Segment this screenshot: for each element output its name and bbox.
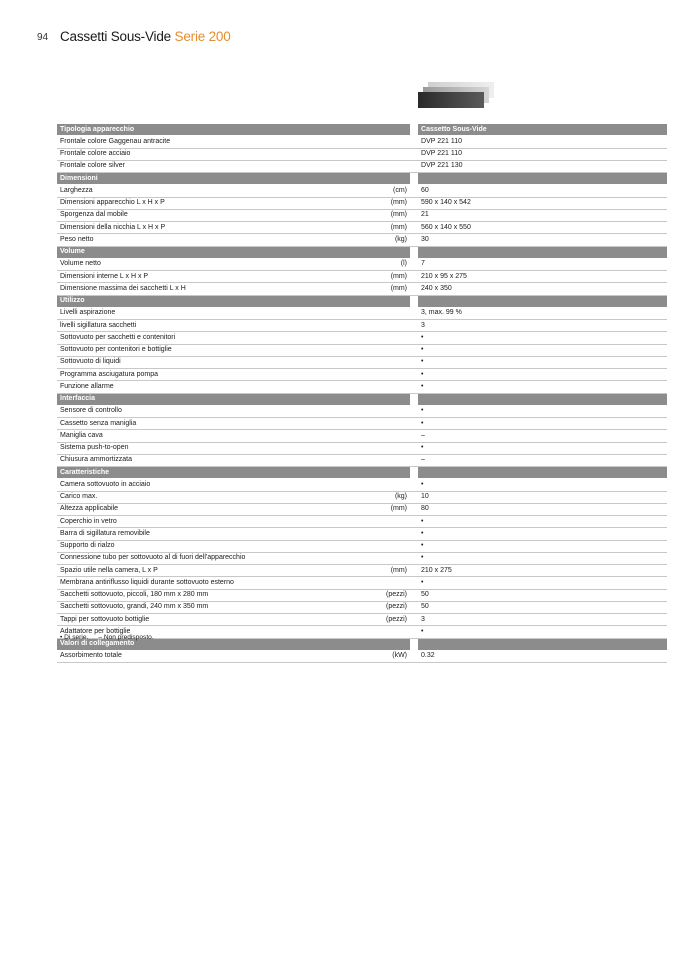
- row-unit: (mm): [377, 565, 410, 577]
- row-unit: [377, 148, 410, 160]
- row-unit: (pezzi): [377, 589, 410, 601]
- row-value: •: [418, 626, 667, 638]
- section-title: Interfaccia: [57, 393, 410, 405]
- row-unit: [377, 356, 410, 368]
- row-label: Peso netto: [57, 234, 377, 246]
- header-label: Tipologia apparecchio: [57, 124, 410, 136]
- section-header: [57, 467, 667, 479]
- table-row: [57, 540, 667, 552]
- table-row: [57, 430, 667, 442]
- row-label: Barra di sigillatura removibile: [57, 528, 377, 540]
- row-label: Programma asciugatura pompa: [57, 369, 377, 381]
- row-label: Maniglia cava: [57, 430, 377, 442]
- table-row: [57, 479, 667, 491]
- row-label: Sistema push-to-open: [57, 442, 377, 454]
- table-row: [57, 148, 667, 160]
- row-unit: [377, 320, 410, 332]
- row-value: 50: [418, 601, 667, 613]
- row-label: Tappi per sottovuoto bottiglie: [57, 614, 377, 626]
- row-unit: (mm): [377, 271, 410, 283]
- table-row: [57, 491, 667, 503]
- table-row: [57, 601, 667, 613]
- row-unit: [377, 430, 410, 442]
- row-unit: [377, 418, 410, 430]
- table-row: [57, 234, 667, 246]
- row-value: 210 x 95 x 275: [418, 271, 667, 283]
- row-label: Frontale colore Gaggenau antracite: [57, 136, 377, 148]
- row-value: •: [418, 356, 667, 368]
- row-value: •: [418, 540, 667, 552]
- row-label: Volume netto: [57, 258, 377, 270]
- row-value: 50: [418, 589, 667, 601]
- table-row: [57, 332, 667, 344]
- section-title: Valori di collegamento: [57, 638, 410, 650]
- row-value: •: [418, 418, 667, 430]
- row-label: Dimensioni interne L x H x P: [57, 271, 377, 283]
- row-value: 0.32: [418, 650, 667, 662]
- table-row: [57, 454, 667, 466]
- row-value: 590 x 140 x 542: [418, 197, 667, 209]
- row-unit: [377, 381, 410, 393]
- row-label: Connessione tubo per sottovuoto al di fuori dell'apparecchio: [57, 552, 377, 564]
- section-header: [57, 295, 667, 307]
- row-label: Altezza applicabile: [57, 503, 377, 515]
- row-label: Frontale colore acciaio: [57, 148, 377, 160]
- table-header-row: [57, 124, 667, 136]
- table-row: [57, 307, 667, 319]
- table-row: [57, 369, 667, 381]
- row-unit: [377, 307, 410, 319]
- table-row: [57, 356, 667, 368]
- title-accent: Serie 200: [174, 29, 231, 44]
- row-label: Cassetto senza maniglia: [57, 418, 377, 430]
- row-unit: [377, 369, 410, 381]
- table-row: [57, 614, 667, 626]
- row-label: Larghezza: [57, 185, 377, 197]
- row-unit: (mm): [377, 222, 410, 234]
- section-title: Utilizzo: [57, 295, 410, 307]
- section-title: Dimensioni: [57, 173, 410, 185]
- table-row: [57, 283, 667, 295]
- row-unit: [377, 160, 410, 172]
- row-label: Coperchio in vetro: [57, 516, 377, 528]
- table-row: [57, 442, 667, 454]
- table-row: [57, 222, 667, 234]
- table-row: [57, 589, 667, 601]
- table-row: [57, 209, 667, 221]
- row-unit: [377, 405, 410, 417]
- row-value: •: [418, 381, 667, 393]
- row-value: 3: [418, 614, 667, 626]
- table-row: [57, 650, 667, 662]
- row-label: Chiusura ammortizzata: [57, 454, 377, 466]
- row-unit: [377, 479, 410, 491]
- row-label: Sensore di controllo: [57, 405, 377, 417]
- row-value: 3: [418, 320, 667, 332]
- table-row: [57, 197, 667, 209]
- row-label: Sottovuoto di liquidi: [57, 356, 377, 368]
- row-value: •: [418, 577, 667, 589]
- page-title: [60, 29, 231, 44]
- row-label: Assorbimento totale: [57, 650, 377, 662]
- product-image: [418, 82, 494, 108]
- table-row: [57, 136, 667, 148]
- row-unit: (kW): [377, 650, 410, 662]
- table-row: [57, 320, 667, 332]
- row-unit: [377, 442, 410, 454]
- row-label: Sporgenza dal mobile: [57, 209, 377, 221]
- row-value: –: [418, 430, 667, 442]
- row-label: Sottovuoto per sacchetti e contenitori: [57, 332, 377, 344]
- row-unit: [377, 454, 410, 466]
- table-row: [57, 577, 667, 589]
- section-header: [57, 173, 667, 185]
- spec-table: [57, 124, 667, 663]
- row-value: 240 x 350: [418, 283, 667, 295]
- row-value: 80: [418, 503, 667, 515]
- row-label: Spazio utile nella camera, L x P: [57, 565, 377, 577]
- table-row: [57, 344, 667, 356]
- row-label: Carico max.: [57, 491, 377, 503]
- row-label: Supporto di rialzo: [57, 540, 377, 552]
- row-value: •: [418, 442, 667, 454]
- row-value: 21: [418, 209, 667, 221]
- section-header: [57, 246, 667, 258]
- footnote-standard: • Di serie.: [60, 634, 89, 641]
- title-main: Cassetti Sous-Vide: [60, 29, 171, 44]
- row-label: Sottovuoto per contenitori e bottiglie: [57, 344, 377, 356]
- row-unit: [377, 552, 410, 564]
- row-unit: [377, 344, 410, 356]
- table-row: [57, 381, 667, 393]
- table-row: [57, 565, 667, 577]
- row-value: •: [418, 344, 667, 356]
- section-title: Caratteristiche: [57, 467, 410, 479]
- row-value: •: [418, 479, 667, 491]
- row-value: 7: [418, 258, 667, 270]
- table-row: [57, 503, 667, 515]
- row-unit: [377, 626, 410, 638]
- section-header: [57, 393, 667, 405]
- page-number: 94: [37, 32, 49, 43]
- footnote: [60, 634, 164, 641]
- row-unit: [377, 136, 410, 148]
- row-value: 60: [418, 185, 667, 197]
- row-unit: [377, 540, 410, 552]
- footnote-not-available: – Non predisposto.: [98, 634, 154, 641]
- row-value: •: [418, 516, 667, 528]
- row-unit: (kg): [377, 234, 410, 246]
- table-row: [57, 528, 667, 540]
- table-row: [57, 418, 667, 430]
- row-label: Frontale colore silver: [57, 160, 377, 172]
- row-value: •: [418, 528, 667, 540]
- section-title: Volume: [57, 246, 410, 258]
- row-label: Sacchetti sottovuoto, grandi, 240 mm x 350 mm: [57, 601, 377, 613]
- spec-table-body: [57, 136, 667, 663]
- row-value: DVP 221 110: [418, 136, 667, 148]
- row-value: •: [418, 405, 667, 417]
- row-unit: (mm): [377, 283, 410, 295]
- row-label: livelli sigillatura sacchetti: [57, 320, 377, 332]
- row-value: •: [418, 552, 667, 564]
- row-unit: (pezzi): [377, 614, 410, 626]
- row-value: –: [418, 454, 667, 466]
- row-label: Dimensione massima dei sacchetti L x H: [57, 283, 377, 295]
- row-unit: [377, 332, 410, 344]
- table-row: [57, 160, 667, 172]
- row-value: 560 x 140 x 550: [418, 222, 667, 234]
- row-value: 210 x 275: [418, 565, 667, 577]
- row-value: DVP 221 110: [418, 148, 667, 160]
- row-label: Dimensioni apparecchio L x H x P: [57, 197, 377, 209]
- row-unit: [377, 528, 410, 540]
- table-row: [57, 271, 667, 283]
- row-label: Livelli aspirazione: [57, 307, 377, 319]
- row-value: •: [418, 369, 667, 381]
- row-unit: (mm): [377, 503, 410, 515]
- row-unit: (cm): [377, 185, 410, 197]
- table-row: [57, 516, 667, 528]
- row-unit: (pezzi): [377, 601, 410, 613]
- header-value: Cassetto Sous-Vide: [418, 124, 667, 136]
- row-value: 3, max. 99 %: [418, 307, 667, 319]
- row-value: 10: [418, 491, 667, 503]
- table-row: [57, 405, 667, 417]
- row-label: Membrana antiriflusso liquidi durante sottovuoto esterno: [57, 577, 377, 589]
- table-row: [57, 258, 667, 270]
- row-unit: (l): [377, 258, 410, 270]
- row-unit: [377, 516, 410, 528]
- row-unit: (kg): [377, 491, 410, 503]
- row-value: DVP 221 130: [418, 160, 667, 172]
- row-label: Funzione allarme: [57, 381, 377, 393]
- row-label: Sacchetti sottovuoto, piccoli, 180 mm x 280 mm: [57, 589, 377, 601]
- row-label: Camera sottovuoto in acciaio: [57, 479, 377, 491]
- row-value: 30: [418, 234, 667, 246]
- row-label: Dimensioni della nicchia L x H x P: [57, 222, 377, 234]
- table-row: [57, 552, 667, 564]
- row-label: Adattatore per bottiglie: [57, 626, 377, 638]
- table-row: [57, 185, 667, 197]
- row-unit: (mm): [377, 209, 410, 221]
- row-value: •: [418, 332, 667, 344]
- row-unit: [377, 577, 410, 589]
- row-unit: (mm): [377, 197, 410, 209]
